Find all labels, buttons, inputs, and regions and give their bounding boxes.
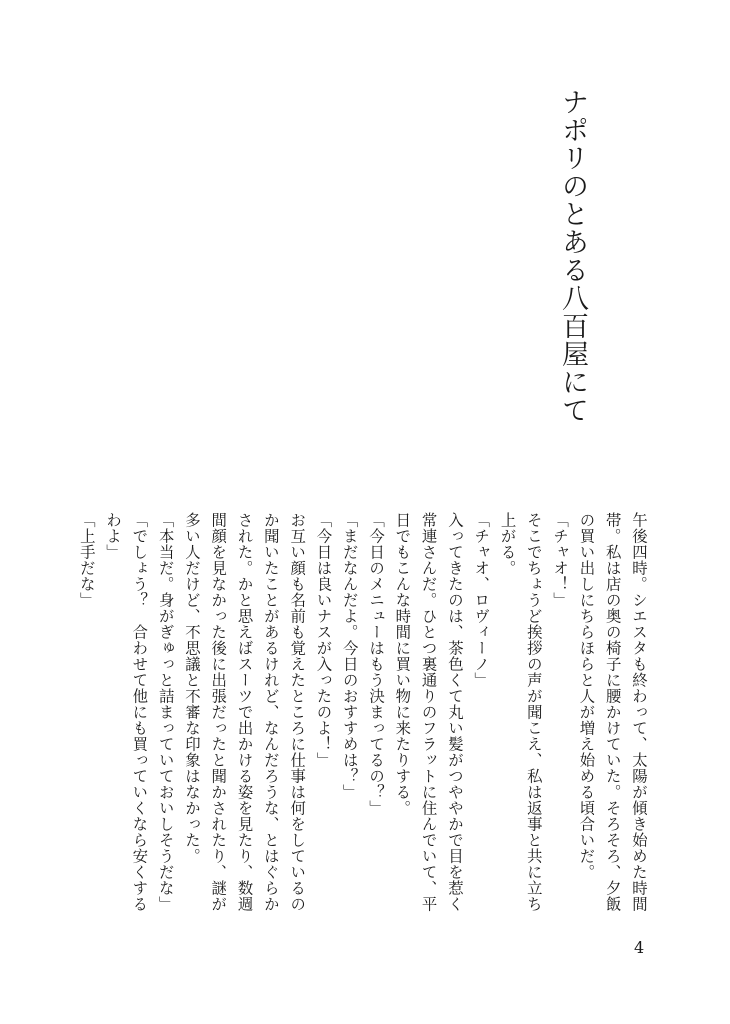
paragraph: 「上手だな」 bbox=[77, 512, 96, 608]
body-text bbox=[73, 512, 652, 924]
paragraph: 午後四時。シエスタも終わって、太陽が傾き始めた時間帯。私は店の奥の椅子に腰かけていた。そろそろ、夕飯の買い出しにちらほらと人が増え始める頃合いだ。 bbox=[577, 512, 648, 912]
paragraph: 「今日のメニューはもう決まってるの？」 bbox=[367, 512, 386, 816]
paragraph: お互い顔も名前も覚えたところに仕事は何をしているのか聞いたことがあるけれど、なんだろうな、とはぐらかされた。かと思えばスーツで出かける姿を見たり、数週間顔を見なかった後に出張だったと聞かされたり、謎が多い人だけど、不思議と不審な印象はなかった。 bbox=[182, 512, 307, 912]
paragraph: 「チャオ！」 bbox=[551, 512, 570, 608]
paragraph: 「今日は良いナスが入ったのよ！」 bbox=[314, 512, 333, 768]
paragraph: そこでちょうど挨拶の声が聞こえ、私は返事と共に立ち上がる。 bbox=[498, 512, 543, 912]
paragraph: 「まだなんだよ。今日のおすすめは？」 bbox=[340, 512, 359, 800]
chapter-title: ナポリのとある八百屋にて bbox=[557, 88, 588, 424]
page-number: 4 bbox=[634, 938, 645, 957]
paragraph: 「本当だ。身がぎゅっと詰まっていておいしそうだな」 bbox=[156, 512, 175, 912]
paragraph: 入ってきたのは、茶色くて丸い髪がつややかで目を惹く常連さんだ。ひとつ裏通りのフラットに住んでいて、平日でもこんな時間に買い物に来たりする。 bbox=[393, 512, 464, 912]
paragraph: 「チャオ、ロヴィーノ」 bbox=[472, 512, 491, 688]
paragraph: 「でしょう？ 合わせて他にも買っていくなら安くするわよ」 bbox=[104, 512, 149, 912]
